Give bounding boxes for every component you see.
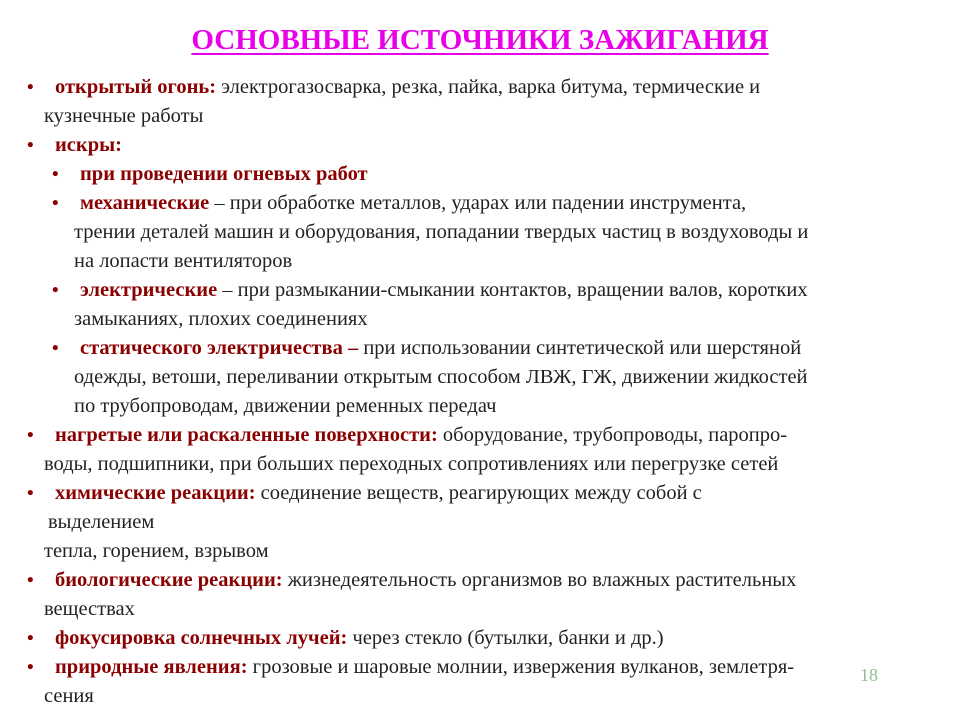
item-key: искры: xyxy=(55,134,122,156)
list-item-chemical xyxy=(55,479,702,508)
list-item-hot-surfaces xyxy=(55,421,787,450)
item-key: статического электричества – xyxy=(80,337,359,359)
item-text-continued: на лопасти вентиляторов xyxy=(74,250,293,272)
item-key: открытый огонь: xyxy=(55,76,217,98)
item-text-continued: по трубопроводам, движении ременных передач xyxy=(74,395,497,417)
item-key: механические xyxy=(80,192,210,214)
item-text: – при размыкании-смыкании контактов, вращении валов, коротких xyxy=(222,279,808,301)
item-text: электрогазосварка, резка, пайка, варка битума, термические и xyxy=(221,76,761,98)
item-text-continued: замыканиях, плохих соединениях xyxy=(74,308,368,330)
item-text: оборудование, трубопроводы, паропро- xyxy=(442,424,788,446)
bullet-icon: • xyxy=(27,77,34,98)
item-text-continued: трении деталей машин и оборудования, попадании твердых частиц в воздуховоды и xyxy=(74,221,809,243)
item-text-continued: тепла, горением, взрывом xyxy=(44,540,269,562)
bullet-icon: • xyxy=(52,338,59,359)
item-text: – при обработке металлов, ударах или падении инструмента, xyxy=(214,192,747,214)
list-item-electrical xyxy=(80,276,808,305)
item-key: химические реакции: xyxy=(55,482,256,504)
item-text: жизнедеятельность организмов во влажных растительных xyxy=(287,569,797,591)
list-item-fire-works xyxy=(80,160,368,189)
item-key: фокусировка солнечных лучей: xyxy=(55,627,348,649)
bullet-icon: • xyxy=(27,657,34,678)
list-item-sun-focus xyxy=(55,624,664,653)
item-key: биологические реакции: xyxy=(55,569,283,591)
item-key: при проведении огневых работ xyxy=(80,163,368,185)
list-item-biological xyxy=(55,566,796,595)
item-text-continued: воды, подшипники, при больших переходных сопротивлениях или перегрузке сетей xyxy=(44,453,779,475)
bullet-icon: • xyxy=(27,628,34,649)
list-item-sparks xyxy=(55,131,122,160)
item-key: природные явления: xyxy=(55,656,248,678)
bullet-icon: • xyxy=(52,193,59,214)
item-text-continued: кузнечные работы xyxy=(44,105,204,127)
item-text: при использовании синтетической или шерстяной xyxy=(363,337,802,359)
list-item-mechanical xyxy=(80,189,746,218)
item-key: электрические xyxy=(80,279,218,301)
item-text-continued: выделением xyxy=(48,511,155,533)
item-key: нагретые или раскаленные поверхности: xyxy=(55,424,438,446)
item-text: через стекло (бутылки, банки и др.) xyxy=(352,627,664,649)
list-item-static xyxy=(80,334,801,363)
page-number: 18 xyxy=(860,665,878,685)
item-text-continued: сения xyxy=(44,685,94,707)
list-item-open-fire xyxy=(55,73,760,102)
bullet-icon: • xyxy=(52,280,59,301)
bullet-icon: • xyxy=(27,483,34,504)
list-item-natural xyxy=(55,653,794,682)
bullet-icon: • xyxy=(27,135,34,156)
bullet-icon: • xyxy=(27,425,34,446)
item-text-continued: одежды, ветоши, переливании открытым способом ЛВЖ, ГЖ, движении жидкостей xyxy=(74,366,808,388)
page-title: ОСНОВНЫЕ ИСТОЧНИКИ ЗАЖИГАНИЯ xyxy=(191,24,769,56)
item-text-continued: веществах xyxy=(44,598,135,620)
bullet-icon: • xyxy=(27,570,34,591)
bullet-icon: • xyxy=(52,164,59,185)
item-text: грозовые и шаровые молнии, извержения вулканов, землетря- xyxy=(252,656,795,678)
item-text: соединение веществ, реагирующих между собой с xyxy=(260,482,702,504)
